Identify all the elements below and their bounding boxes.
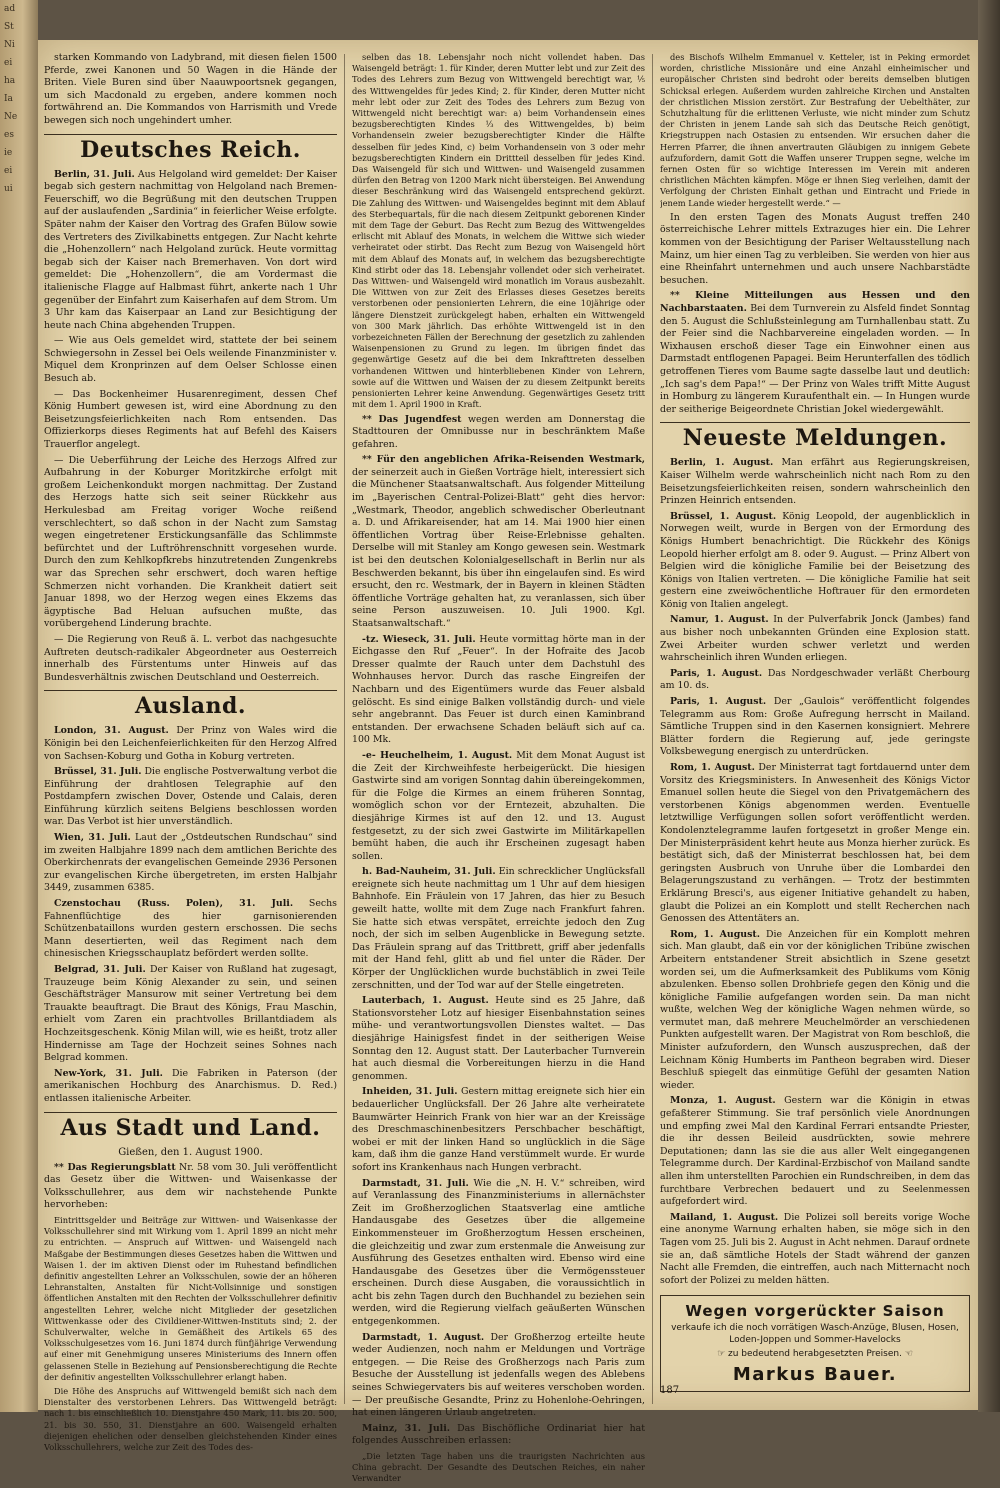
dateline: Gießen, den 1. August 1900.	[118, 1146, 263, 1158]
article-paragraph	[352, 750, 645, 863]
gutter-fragment: Ia	[4, 94, 13, 104]
article-dateline: Namur, 1. August.	[670, 614, 769, 626]
section-heading-stadt-und-land: Aus Stadt und Land.	[44, 1112, 337, 1143]
decree-continuation: des Bischofs Wilhelm Emmanuel v. Ketteler, ist in Peking ermordet worden, christliche Missionäre und eine Anzahl einheimischer und europäischer Christen sind bedroht oder bereits demselben blutigen Schicksal erlegen. Außerdem wurden zahlreiche Kirchen und Anstalten der christlichen Mission zerstört. Zur Bestrafung der Uebelthäter, zur Schutzhaltung für die erlittenen Verluste, wie nicht minder zum Schutz der Christen in jenem Lande sah sich das Deutsche Reich genötigt, Kriegstruppen nach Ostasien zu entsenden. Wir ersuchen daher die Herren Pfarrer, die ihnen anvertrauten Gläubigen zu innigem Gebete aufzufordern, damit Gott die Waffen unserer Truppen segne, welche im fernen Osten für so wichtige Interessen im Verein mit anderen christlichen Mächten kämpfen. Möge er ihnen Sieg verleihen, damit der Verfolgung der Christen Einhalt gethan und Eintracht und Friede in jenem Lande wieder hergestellt werde.“ —	[660, 52, 970, 208]
article-paragraph	[44, 832, 337, 895]
section-heading-deutsches-reich: Deutsches Reich.	[44, 134, 337, 165]
gutter-fragment: Ne	[4, 112, 18, 122]
article-dateline: Brüssel, 1. August.	[670, 510, 777, 522]
article-text: Heute vormittag hörte man in der Eichgasse den Ruf „Feuer“. In der Hofraite des Jacob Dresser qualmte der Rauch unter dem Dachstuhl des Wohnhauses hervor. Durch das rasche Eingreifen der Nachbarn und des Eigentümers wurde das Feuer alsbald gelöscht. Es sind einige Balken vollständig durch- und viele sehr angebrannt. Das Feuer ist durch einen Kaminbrand entstanden. Der erwachsene Schaden beläuft sich auf ca. 100 Mk.	[352, 633, 645, 746]
article-text: der seinerzeit auch in Gießen Vorträge hielt, interessiert sich die Münchener Staatsanwaltschaft. Aus folgender Mitteilung im „Bayerischen Central-Polizei-Blatt“ geht dies hervor: „Westmark, Theodor, angeblich schwedischer Oberleutnant a. D. und Afrikareisender, hat am 14. Mai 1900 hier einen öffentlichen Vortrag über Reise-Erlebnisse gehalten. Derselbe will mit Stanley am Kongo gewesen sein. Westmark ist bei den deutschen Kolonialgesellschaft in Berlin nur als Beschwerden bekannt, bis über ihn eingelaufen sind. Es wird ersucht, den rc. Westmark, der in Bayern in kleinen Städten öffentliche Vorträge gehalten hat, zu veranlassen, sich über seine Person auszuweisen. 10. Juli 1900. Kgl. Staatsanwaltschaft.“	[352, 466, 645, 629]
article-paragraph	[44, 389, 337, 452]
article-dateline: Berlin, 1. August.	[670, 457, 774, 469]
article-paragraph	[660, 614, 970, 664]
article-paragraph	[352, 1178, 645, 1329]
stadt-articles	[44, 1162, 337, 1212]
article-dateline: Darmstadt, 31. Juli.	[362, 1177, 469, 1189]
article-dateline: Paris, 1. August.	[670, 667, 763, 679]
article-text: Das Nordgeschwader verläßt Cherbourg am 10. ds.	[660, 667, 970, 692]
page-number: 187	[660, 1385, 680, 1396]
article-paragraph	[352, 995, 645, 1083]
article-text: Gestern mittag ereignete sich hier ein bedauerlicher Unglücksfall. Der 26 Jahre alte verheiratete Baumwärter Heinrich Frank von hier war an der Kreissäge des Dreschmaschinenbesitzers Perschbacher beschäftigt, wobei er mit der linken Hand so unglücklich in die Säge kam, daß ihm die ganze Hand verstümmelt wurde. Er wurde sofort ins Krankenhaus nach Hungen verbracht.	[352, 1086, 645, 1173]
article-text: König Leopold, der augenblicklich in Norwegen weilt, wurde in Bergen von der Ermordung des Königs Humbert benachrichtigt. Die Rückkehr des Königs Leopold hierher erfolgt am 8. oder 9. August. — Prinz Albert von Belgien wird die königliche Familie bei der Beisetzung des Königs von Italien vertreten. — Die königliche Familie hat seit gestern eine zweiwöchentliche Hoftrauer für den ermordeten König von Italien angelegt.	[660, 510, 970, 610]
article-text: Der Prinz von Wales wird die Königin bei den Leichenfeierlichkeiten für den Herzog Alfred von Sachsen-Koburg und Gotha in Koburg vertreten.	[44, 725, 337, 762]
article-text: Die Fabriken in Paterson (der amerikanischen Hochburg des Anarchismus. D. Red.) entlassen italienische Arbeiter.	[44, 1067, 337, 1104]
article-dateline: -tz. Wieseck, 31. Juli.	[362, 633, 476, 645]
decree-quote: „Die letzten Tage haben uns die traurigsten Nachrichten aus China gebracht. Der Gesandte des Deutschen Reiches, ein naher Verwandter	[352, 1451, 645, 1484]
ad-body: verkaufe ich die noch vorrätigen Wasch-Anzüge, Blusen, Hosen, Loden-Joppen und Sommer-Havelocks	[671, 1323, 959, 1346]
gutter-fragment: ui	[4, 184, 13, 194]
article-dateline: Wien, 31. Juli.	[54, 832, 131, 844]
article-text: Sechs Fahnenflüchtige des hier garnisonierenden Schützenbataillons wurden gestern erschossen. Die sechs Mann desertierten, weil das Regiment nach dem chinesischen Kriegsschauplatz befördert werden sollte.	[44, 898, 337, 960]
gutter-fragment: ad	[4, 4, 16, 14]
article-paragraph	[352, 1332, 645, 1420]
article-paragraph	[352, 634, 645, 747]
law-continuation: selben das 18. Lebensjahr noch nicht vollendet haben. Das Waisengeld beträgt: 1. für Kinder, deren Mutter lebt und zur Zeit des Todes des Lehrers zum Bezug von Wittwengeld berechtigt war, ⅕ des Wittwengeldes für jedes Kind; 2. für Kinder, deren Mutter nicht mehr lebt oder zur Zeit des Todes des Lehrers zum Bezug von Wittwengeld nicht berechtigt war: a) beim Vorhandensein eines bezugsberechtigten Kindes ⅓ des Wittwengeldes, b) beim Vorhandensein zweier bezugsberechtigter Kinder die Hälfte desselben für jedes Kind, c) beim Vorhandensein von 3 oder mehr bezugsberechtigten Kindern ein Drittteil desselben für jedes Kind. Das Waisengeld für sich und Wittwen- und Waisengeld zusammen dürfen den Betrag von 1200 Mark nicht übersteigen. Bei Anwendung dieser Beschränkung wird das Waisengeld entsprechend gekürzt. Die Zahlung des Wittwen- und Waisengeldes beginnt mit dem Ablauf des Sterbequartals, für die nach diesem Zeitpunkt geborenen Kinder mit dem Tage der Geburt. Das Recht zum Bezug des Wittwengeldes erlischt mit Ablauf des Monats, in welchem die Wittwe sich wieder verheiratet oder stirbt. Das Recht zum Bezug von Waisengeld hört mit dem Ablauf des Monats auf, in welchem das bezugsberechtigte Kind stirbt oder das 18. Lebensjahr vollendet oder sich verheiratet. Das Wittwen- und Waisengeld wird monatlich im Voraus ausbezahlt. Die Wittwen von zur Zeit des Erlasses dieses Gesetzes bereits verstorbenen oder pensionierten Lehrern, die eine 10jährige oder längere Dienstzeit zurückgelegt haben, erhalten ein Wittwengeld von 300 Mark jährlich. Das erhöhte Wittwengeld ist in den vorbezeichneten Fällen der Berechnung der gesetzlich zu zahlenden Waisenpensionen zu Grund zu legen. Im übrigen findet das gegenwärtige Gesetz auf die bei dem Inkrafttreten desselben vorhandenen Wittwen und hinterbliebenen Kinder von Lehrern, sowie auf die Wittwen und Waisen der zu diesem Zeitpunkt bereits pensionierten Lehrer keine Anwendung. Gegenwärtiges Gesetz tritt mit dem 1. April 1900 in Kraft.	[352, 52, 645, 410]
article-dateline: ** Das Regierungsblatt	[54, 1161, 176, 1173]
section-heading-ausland: Ausland.	[44, 690, 337, 721]
article-paragraph	[44, 1162, 337, 1212]
article-paragraph	[44, 1068, 337, 1106]
article-dateline: -e- Heuchelheim, 1. August.	[362, 749, 513, 761]
article-dateline: New-York, 31. Juli.	[54, 1067, 163, 1079]
article-text: Bei dem Turnverein zu Alsfeld findet Sonntag den 5. August die Schlußsteinlegung am Turnhallenbau statt. Zu der Feier sind die Nachbarvereine eingeladen worden. — In Wixhausen erschoß dieser Tage ein Einwohner einen aus Darmstadt entflogenen Papagei. Beim Herunterfallen des tödlich getroffenen Tieres vom Baume sagte dasselbe laut und deutlich: „Ich sag's dem Papa!“ — Der Prinz von Wales trifft Mitte August in Homburg zu längerem Kuraufenthalt ein. — In Hungen wurde der seitherige Beigeordnete Christian Jokel wiedergewählt.	[660, 303, 970, 415]
ad-title: Wegen vorgerückter Saison	[685, 1302, 945, 1321]
article-text: Laut der „Ostdeutschen Rundschau“ sind im zweiten Halbjahre 1899 nach dem amtlichen Berichte des Oberkirchenrats der evangelischen Gemeinde 2936 Personen zur evangelischen Kirche übergetreten, im ersten Halbjahr 3449, zusammen 6385.	[44, 832, 337, 894]
article-text: Der Ministerrat tagt fortdauernd unter dem Vorsitz des Kriegsministers. In Anwesenheit des Königs Victor Emanuel sollen heute die Siegel von den Privatgemächern des verstorbenen Königs abgenommen werden. Eventuelle letztwillige Verfügungen sollen sofort veröffentlicht werden. Kondolenztelegramme laufen fortgesetzt in großer Menge ein. Der Ministerpräsident kehrt heute aus Monza hierher zurück. Es bestätigt sich, daß der Ministerrat beschlossen hat, bei dem geringsten Ausbruch von Unruhe über die Lombardei den Belagerungszustand zu verhängen. — Trotz der bestimmten Erklärung Bresci's, aus eigener Initiative gehandelt zu haben, glaubt die Polizei an ein Komplott und stellt Recherchen nach Genossen des Attentäters an.	[660, 762, 970, 925]
gutter-fragment: St	[4, 22, 14, 32]
article-dateline: London, 31. August.	[54, 725, 169, 737]
ad-price-note: ☞ zu bedeutend herabgesetzten Preisen. ☜	[717, 1349, 913, 1360]
short-news-articles	[660, 212, 970, 417]
article-paragraph	[44, 725, 337, 763]
article-text: Die Anzeichen für ein Komplott mehren sich. Man glaubt, daß ein vor der königlichen Tribüne zwischen Arbeitern entstandener Streit absichtlich in Szene gesetzt worden sei, um die Aufmerksamkeit des Publikums vom König abzulenken. Ebenso sollen Drohbriefe gegen den König und die königliche Familie aufgefangen worden sein. Da man nicht wußte, welchen Weg der königliche Wagen nehmen würde, so vermutet man, daß mehrere Meuchelmörder an verschiedenen Punkten aufgestellt waren. Der Magistrat von Rom beschloß, die Minister aufzufordern, den Wunsch auszusprechen, daß der Leichnam König Humberts im Pantheon begraben wird. Dieser Beschluß spiegelt das einmütige Gefühl der gesamten Nation wieder.	[660, 928, 970, 1091]
ad-signature: Markus Bauer.	[732, 1364, 898, 1386]
article-text: In der Pulverfabrik Jonck (Jambes) fand aus bisher noch unbekannten Gründen eine Explosion statt. Zwei Arbeiter wurden schwer verletzt und werden wahrscheinlich ihren Wunden erliegen.	[660, 614, 970, 664]
column-2	[352, 52, 645, 1488]
article-paragraph	[44, 898, 337, 961]
gutter-fragment: ha	[4, 76, 16, 86]
article-text: — Wie aus Oels gemeldet wird, stattete der bei seinem Schwiegersohn in Zessel bei Oels weilende Finanzminister v. Miquel dem Kronprinzen auf dem Oelser Schlosse einen Besuch ab.	[44, 335, 337, 385]
article-dateline: Berlin, 31. Juli.	[54, 168, 135, 180]
article-text: Die englische Postverwaltung verbot die Einführung der drahtlosen Telegraphie auf den Postdampfern zwischen Dover, Ostende und Calais, deren Einführung kürzlich seitens Belgiens beschlossen worden war. Das Verbot ist hier unverständlich.	[44, 766, 337, 828]
article-text: Aus Helgoland wird gemeldet: Der Kaiser begab sich gestern nachmittag von Helgoland nach Bremen-Feuerschiff, wo die Begrüßung mit den deutschen Truppen auf der auslaufenden „Sardinia“ in feierlicher Weise erfolgte. Später nahm der Kaiser den Vortrag des Grafen Bülow sowie des Vertreters des Zivilkabinetts entgegen. Zur Nacht kehrte die „Hohenzollern“ nach Helgoland zurück. Heute vormittag begab sich der Kaiser nach Bremerhaven. Von dort wird gemeldet: Die „Hohenzollern“, die am Vordermast die italienische Flagge auf Halbmast führt, ankerte nach 1 Uhr gegenüber der Einfahrt zum Kaiserhafen auf dem Strom. Um 3 Uhr kam das Kaiserpaar an Land zur Besichtigung der heute nach China abgehenden Truppen.	[44, 168, 337, 331]
article-dateline: Lauterbach, 1. August.	[362, 995, 489, 1007]
article-paragraph	[44, 766, 337, 829]
section-heading-neueste-meldungen: Neueste Meldungen.	[660, 422, 970, 453]
article-text: Der Großherzog erteilte heute weder Audienzen, noch nahm er Meldungen und Vorträge entgegen. — Die Reise des Großherzogs nach Paris zum Besuche der Ausstellung ist jedenfalls wegen des Ablebens seines Schwiegervaters bis auf weiteres verschoben worden. — Der preußische Gesandte, Prinz zu Hohenlohe-Oehringen, hat einen längeren Urlaub angetreten.	[352, 1331, 645, 1419]
column-rule	[344, 54, 345, 1404]
article-text: Ein schrecklicher Unglücksfall ereignete sich heute nachmittag um 1 Uhr auf dem hiesigen Bahnhofe. Ein Fräulein von 17 Jahren, das hier zu Besuch geweilt hatte, wollte mit dem Zuge nach Frankfurt fahren. Sie hatte sich etwas verspätet, erreichte jedoch den Zug noch, der sich im selben Augenblicke in Bewegung setzte. Das Fräulein sprang auf das Trittbrett, griff aber jedenfalls mit der Hand fehl, glitt ab und fiel unter die Räder. Der Körper der Unglücklichen wurde buchstäblich in zwei Teile zerschnitten, und der Tod war auf der Stelle eingetreten.	[352, 866, 645, 991]
article-paragraph	[44, 169, 337, 333]
right-edge	[978, 0, 1000, 1412]
article-text: Man erfährt aus Regierungskreisen, Kaiser Wilhelm werde wahrscheinlich nicht nach Rom zu den Beisetzungsfeierlichkeiten reisen, sondern wahrscheinlich den Prinzen Heinrich entsenden.	[660, 457, 970, 507]
article-paragraph	[660, 762, 970, 926]
article-text: — Die Ueberführung der Leiche des Herzogs Alfred zur Aufbahrung in der Koburger Moritzkirche erfolgt mit großem Leichenkondukt morgen nachmittag. Der Zustand des Herzogs hatte sich seit seiner Rückkehr aus Herkulesbad am Freitag voriger Woche reißend verschlechtert, so daß schon in der Nacht zum Samstag wegen eingetretener Erstickungsanfälle das Schlimmste befürchtet und der Luftröhrenschnitt vorgesehen wurde. Durch den zum Kehlkopfkrebs hinzutretenden Zungenkrebs war das Sprechen sehr erschwert, doch waren heftige Schmerzen nicht vorhanden. Die Krankheit datiert seit Januar 1898, wo der Herzog wegen eines Ekzems das ägyptische Bad Heluan aufsuchen mußte, das vorübergehend Linderung brachte.	[44, 454, 337, 630]
article-text: — Die Regierung von Reuß ä. L. verbot das nachgesuchte Auftreten deutsch-radikaler Abgeordneter aus Oesterreich innerhalb des Fürstentums unter Hinweis auf das Bundesverhältnis zwischen Deutschland und Oesterreich.	[44, 633, 337, 683]
article-paragraph	[352, 866, 645, 992]
article-paragraph	[660, 457, 970, 507]
article-dateline: h. Bad-Nauheim, 31. Juli.	[362, 866, 496, 878]
article-dateline: Brüssel, 31. Juli.	[54, 766, 142, 778]
article-paragraph	[44, 335, 337, 385]
column-3	[660, 52, 970, 1392]
article-dateline: ** Das Jugendfest	[362, 413, 462, 425]
article-dateline: Paris, 1. August.	[670, 696, 767, 708]
ausland-articles	[44, 725, 337, 1105]
article-dateline: Mailand, 1. August.	[670, 1211, 779, 1223]
article-paragraph	[660, 1095, 970, 1208]
article-paragraph	[660, 212, 970, 288]
article-paragraph	[44, 455, 337, 631]
article-text: Das Bischöfliche Ordinariat hier hat folgendes Ausschreiben erlassen:	[352, 1422, 645, 1447]
gutter-fragment: es	[4, 130, 14, 140]
reich-articles	[44, 169, 337, 685]
article-paragraph	[352, 454, 645, 630]
article-dateline: ** Kleine Mitteilungen aus Hessen und den Nachbarstaaten.	[660, 290, 970, 314]
gutter-fragment: ei	[4, 58, 13, 68]
article-paragraph	[44, 964, 337, 1065]
article-paragraph	[660, 696, 970, 759]
article-text: In den ersten Tagen des Monats August treffen 240 österreichische Lehrer mittels Extrazuges hier ein. Die Lehrer kommen von der Besichtigung der Pariser Weltausstellung nach Mainz, um hier einen Tag zu verbleiben. Sie werden von hier aus eine Rheinfahrt unternehmen und auch unsere Nachbarstädte besuchen.	[660, 211, 970, 286]
article-text: Nr. 58 vom 30. Juli veröffentlicht das Gesetz über die Wittwen- und Waisenkasse der Volksschullehrer, aus dem wir nachstehende Punkte hervorheben:	[44, 1161, 337, 1211]
article-dateline: Rom, 1. August.	[670, 928, 760, 940]
newspaper-page	[38, 40, 978, 1484]
article-text: Wie die „N. H. V.“ schreiben, wird auf Veranlassung des Finanzministeriums in allernächster Zeit im Großherzoglichen Staatsverlag eine amtliche Handausgabe des Gesetzes über die allgemeine Einkommensteuer im Großherzogtum Hessen erscheinen, die gleichzeitig und zwar zum erstenmale die Anweisung zur Ausführung des Gesetzes enthalten wird. Ebenso wird eine Handausgabe des Gesetzes über die Vermögenssteuer erscheinen. Durch diese Ausgaben, die voraussichtlich in acht bis zehn Tagen durch den Buchhandel zu beziehen sein werden, wird die Regierung vielfach geäußerten Wünschen entgegenkommen.	[352, 1177, 645, 1328]
article-text: Gestern war die Königin in etwas gefaßterer Stimmung. Sie traf persönlich viele Anordnungen und empfing zwei Mal den Kardinal Ferrari entsandte Priester, die ihr dessen Beileid ausdrückten, sowie mehrere Deputationen; dann las sie die aus aller Welt eingegangenen Telegramme durch. Der Kardinal-Erzbischof von Mailand sandte allen ihm unterstellten Parochien ein Rundschreiben, in dem das furchtbare Verbrechen bedauert und zu Seelenmessen aufgefordert wird.	[660, 1095, 970, 1208]
article-dateline: Inheiden, 31. Juli.	[362, 1086, 458, 1098]
article-paragraph	[660, 929, 970, 1093]
left-gutter-fragment	[0, 0, 38, 1412]
law-text-2: Die Höhe des Anspruchs auf Wittwengeld bemißt sich nach dem Dienstalter des verstorbenen Lehrers. Das Wittwengeld beträgt: nach 1. bis einschließlich 10. Dienstjahre 450 Mark, 11. bis 20. 500, 21. bis 30. 550, 31. Dienstjahre an 600. Waisengeld erhalten diejenigen ehelichen oder denselben gleichstehenden Kinder eines Volksschullehrers, welche zur Zeit des Todes des-	[44, 1385, 337, 1452]
column-1	[44, 52, 337, 1456]
article-paragraph	[352, 1423, 645, 1448]
gutter-fragment: ei	[4, 166, 13, 176]
article-dateline: Darmstadt, 1. August.	[362, 1331, 485, 1343]
article-text: Mit dem Monat August ist die Zeit der Kirchweihfeste herbeigerückt. Die hiesigen Gastwirte sind am vorigen Sonntag dahin übereingekommen, für die Folge die Kirmes an einem früheren Sonntag, womöglich schon vor der Erntezeit, abzuhalten. Die diesjährige Kirmes ist auf den 12. und 13. August festgesetzt, zu der sich zwei Gastwirte im Militärkapellen bemüht haben, die auch ihr Erscheinen zugesagt haben sollen.	[352, 749, 645, 862]
article-text: — Das Bockenheimer Husarenregiment, dessen Chef König Humbert gewesen ist, wird eine Abordnung zu den Beisetzungsfeierlichkeiten nach Rom entsenden. Das Offizierkorps dieses Regiments hat auf Befehl des Kaisers Trauerflor angelegt.	[44, 388, 337, 451]
article-text: Die Polizei soll bereits vorige Woche eine anonyme Warnung erhalten haben, sie möge sich in den Tagen vom 25. Juli bis 2. August in Acht nehmen. Darauf ordnete sie an, daß sämtliche Hotels der Stadt während der ganzen Nacht alle Fremden, die eintreffen, auch nach Mitternacht noch sofort der Polizei zu melden hätten.	[660, 1211, 970, 1286]
gutter-fragment: ie	[4, 148, 13, 158]
article-paragraph	[660, 290, 970, 416]
law-text: Eintrittsgelder und Beiträge zur Wittwen- und Waisenkasse der Volksschullehrer sind mit Wirkung vom 1. April 1899 an nicht mehr zu entrichten. — Anspruch auf Wittwen- und Waisengeld nach Maßgabe der Bestimmungen dieses Gesetzes haben die Wittwen und Waisen 1. der im aktiven Dienst oder im Ruhestand befindlichen definitiv angestellten Lehrer an Volksschulen, sowie der an höheren Lehranstalten, Anstalten für Nicht-Vollsinnige und sonstigen öffentlichen Anstalten mit den Rechten der Volksschullehrer definitiv angestellten Lehrer, welche nicht Mitglieder der gesetzlichen Wittwenkasse oder des Civildiener-Wittwen-Instituts sind; 2. der Schulverwalter, welche in Gemäßheit des Artikels 65 des Volksschulgesetzes vom 16. Juni 1874 durch fünfjährige Verwendung auf einer mit Genehmigung unseres Ministeriums des Innern offen gelassenen Stelle in Beziehung auf Pensionsberechtigung die Rechte der definitiv angestellten Volksschullehrer erlangt haben.	[44, 1214, 337, 1382]
gutter-fragment: Ni	[4, 40, 15, 50]
article-paragraph	[352, 1086, 645, 1174]
article-paragraph	[44, 634, 337, 684]
article-dateline: Monza, 1. August.	[670, 1095, 776, 1107]
article-paragraph	[660, 668, 970, 693]
article-dateline: Czenstochau (Russ. Polen), 31. Juli.	[54, 898, 294, 910]
column-rule	[652, 54, 653, 1404]
article-paragraph	[660, 1212, 970, 1288]
article-text: Der „Gaulois“ veröffentlicht folgendes Telegramm aus Rom: Große Aufregung herrscht in Mailand. Sämtliche Truppen sind in den Kasernen konsigniert. Mehrere Blätter fordern die Regierung auf, jede geringste Volksbewegung energisch zu unterdrücken.	[660, 696, 970, 758]
advertisement	[660, 1295, 970, 1392]
latest-news-articles	[660, 457, 970, 1287]
article-dateline: ** Für den angeblichen Afrika-Reisenden Westmark,	[362, 454, 645, 466]
article-dateline: Belgrad, 31. Juli.	[54, 964, 146, 975]
article-paragraph	[660, 511, 970, 612]
local-news-articles	[352, 414, 645, 1449]
intro-paragraph: starken Kommando von Ladybrand, mit diesen fielen 1500 Pferde, zwei Kanonen und 50 Wagen in die Hände der Briten. Viele Buren sind über Naauwpoortsnek gegangen, um sich Macdonald zu ergeben, andere kommen noch fortwährend an. Die Kommandos von Harrismith und Vrede bewegen sich noch ungehindert umher.	[44, 52, 337, 126]
article-text: Der Kaiser von Rußland hat zugesagt, Trauzeuge beim König Alexander zu sein, und seinen Geschäftsträger Mansurow mit seiner Vertretung bei dem Trauakte beauftragt. Die Braut des Königs, Frau Maschin, erhielt vom Zaren ein prachtvolles Brillantdiadem als Hochzeitsgeschenk. König Milan will, wie es heißt, trotz aller Hindernisse am Tage der Hochzeit seines Sohnes nach Belgrad kommen.	[44, 964, 337, 1064]
article-text: Heute sind es 25 Jahre, daß Stationsvorsteher Lotz auf hiesiger Eisenbahnstation seines mühe- und verantwortungsvollen Dienstes waltet. — Das diesjährige Hainigsfest findet in der seitherigen Weise Sonntag den 12. August statt. Der Lauterbacher Turnverein hat auch diesmal die Vorbereitungen hierzu in die Hand genommen.	[352, 995, 645, 1082]
article-dateline: Mainz, 31. Juli.	[362, 1422, 451, 1434]
article-text: wegen werden am Donnerstag die Stadttouren der Omnibusse nur in beschränktem Maße gefahren.	[352, 413, 645, 450]
article-dateline: Rom, 1. August.	[670, 762, 755, 773]
article-paragraph	[352, 414, 645, 452]
